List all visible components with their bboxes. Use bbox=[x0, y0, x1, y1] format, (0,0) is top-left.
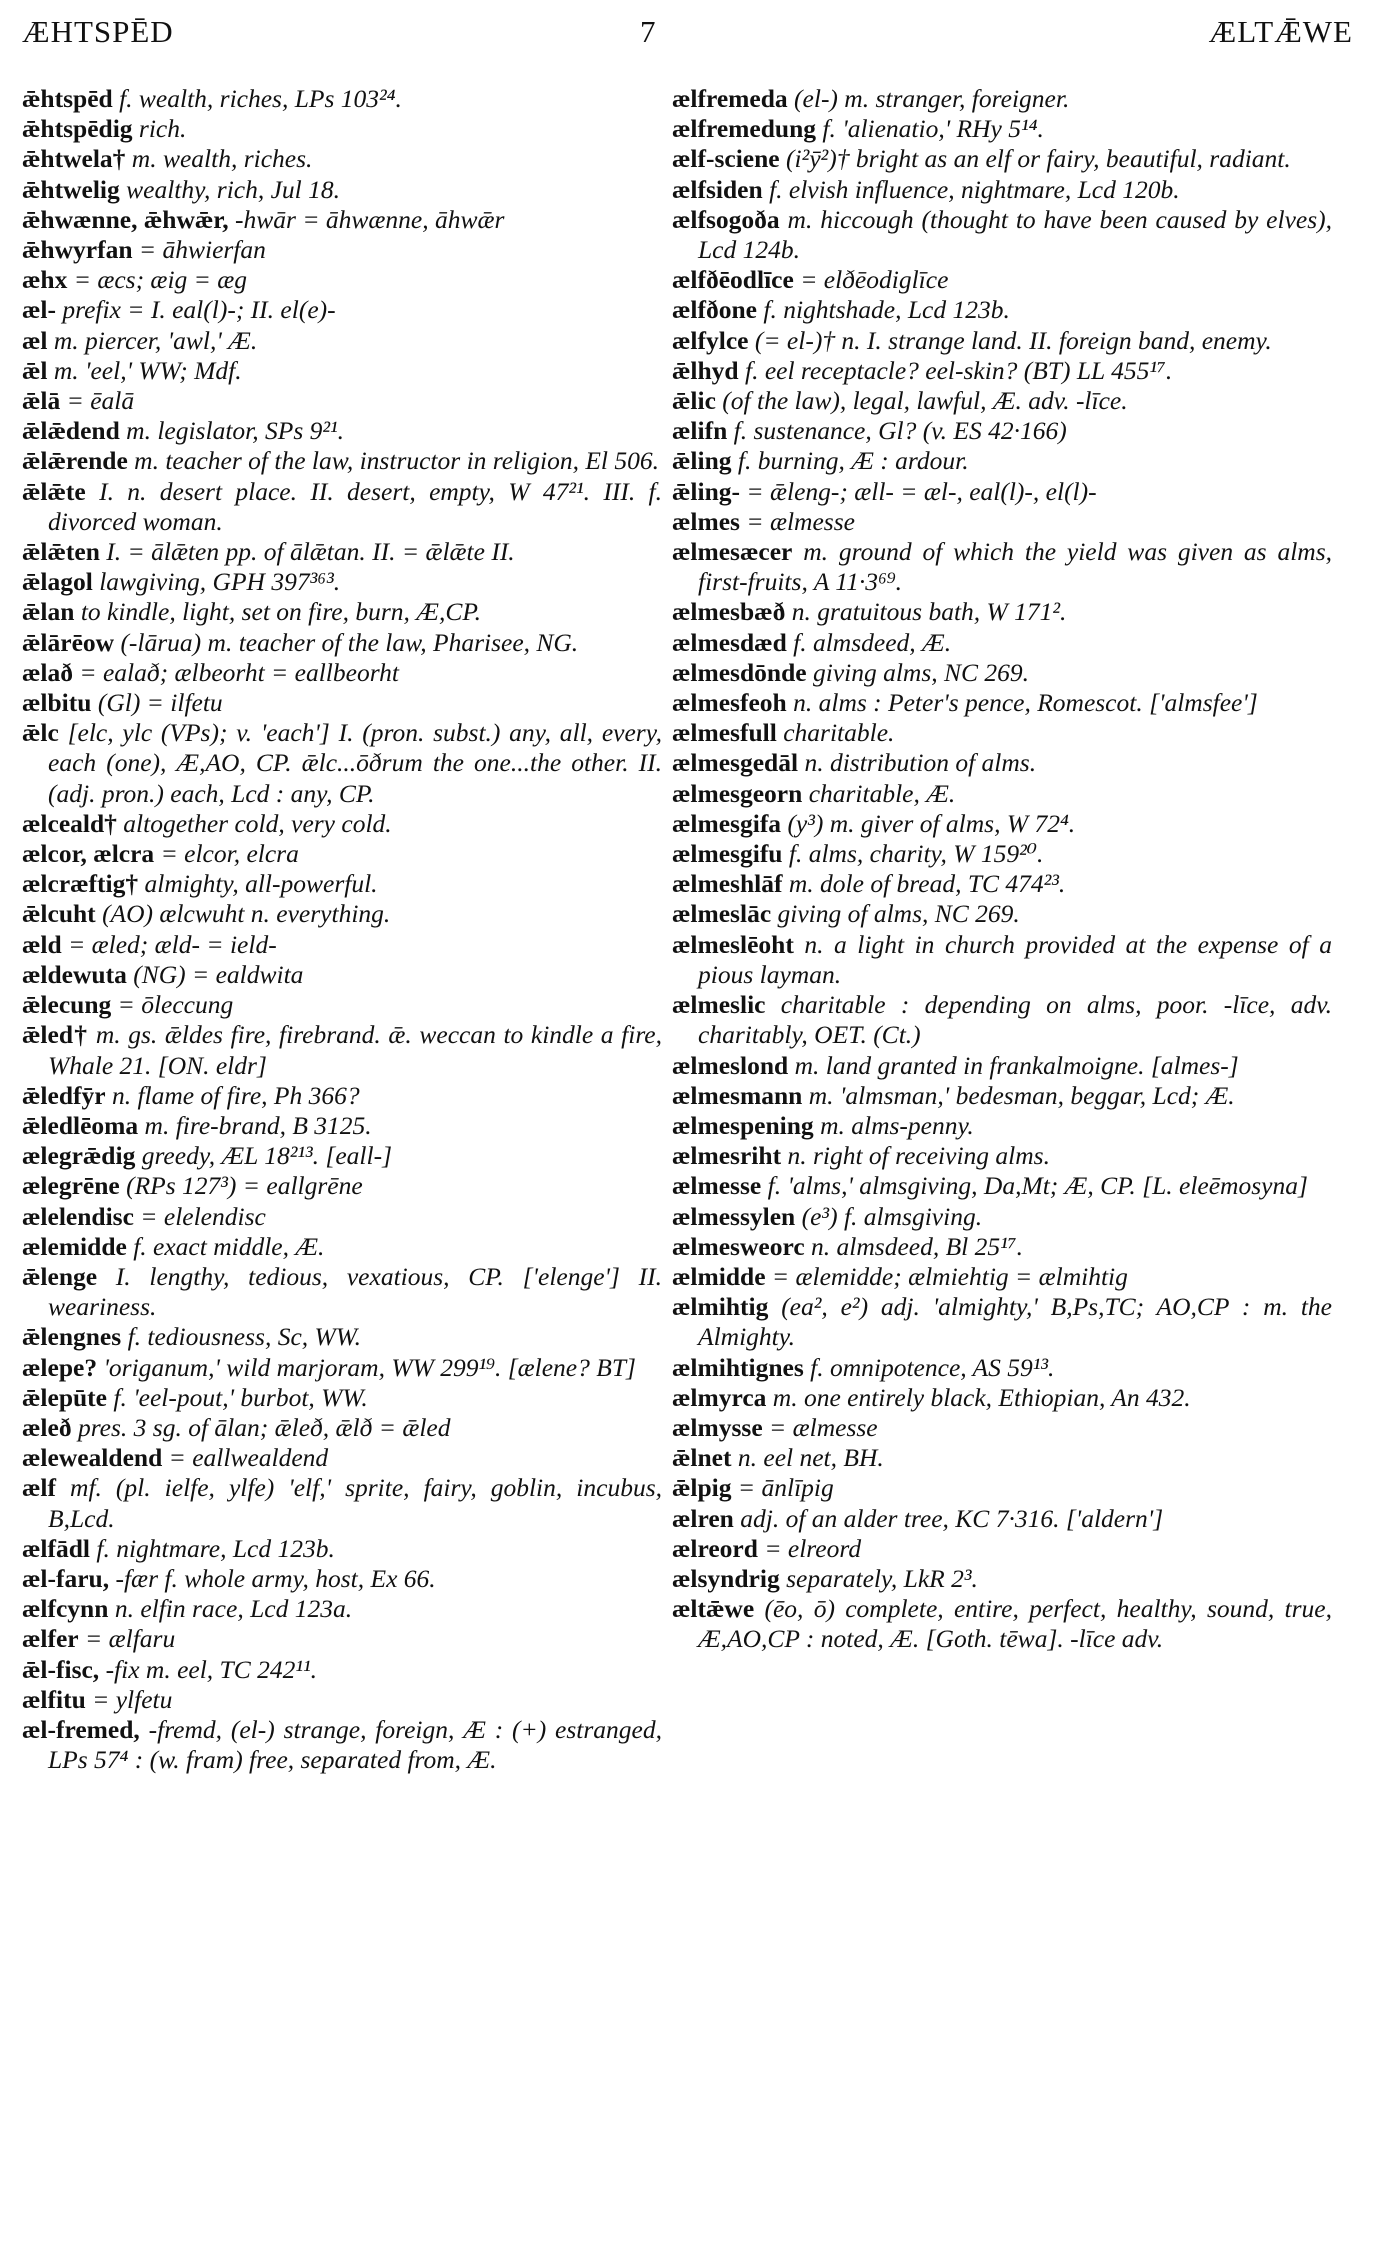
dictionary-entry bbox=[22, 688, 662, 718]
entry-headword: ǣl-fisc, bbox=[22, 1654, 100, 1684]
entry-definition: n. elfin race, Lcd 123a. bbox=[114, 1594, 353, 1624]
dictionary-entry bbox=[672, 990, 1332, 1050]
entry-definition: f. burning, Æ : ardour. bbox=[737, 446, 969, 476]
entry-definition: altogether cold, very cold. bbox=[123, 808, 392, 838]
entry-headword: ælmeslic bbox=[672, 990, 766, 1020]
entry-definition: I. n. desert place. II. desert, empty, W 47²¹. III. f. divorced woman. bbox=[48, 476, 663, 536]
entry-headword: ǣlecung bbox=[22, 990, 112, 1020]
entry-headword: ælreord bbox=[672, 1533, 758, 1563]
entry-definition: giving alms, NC 269. bbox=[812, 657, 1030, 687]
dictionary-entry bbox=[672, 628, 1332, 658]
entry-headword: ǣlhyd bbox=[672, 355, 739, 385]
entry-headword: ælf-sciene bbox=[672, 144, 780, 174]
entry-definition: [elc, ylc (VPs); v. 'each'] I. (pron. subst.) any, all, every, each (one), Æ,AO, CP. ǣlc...ōðrum the one...the other. II. (adj. pron.) each, Lcd : any, CP. bbox=[48, 718, 662, 808]
entry-headword: æl-fremed, bbox=[22, 1714, 140, 1744]
entry-headword: ælmesgifu bbox=[672, 839, 783, 869]
entry-definition: m. 'almsman,' bedesman, beggar, Lcd; Æ. bbox=[808, 1080, 1235, 1110]
entry-headword: ǣhtwelig bbox=[22, 174, 120, 204]
entry-headword: ælfsogoða bbox=[672, 204, 780, 234]
dictionary-entry bbox=[22, 1262, 662, 1322]
dictionary-entry bbox=[22, 869, 662, 899]
entry-headword: ælmeslēoht bbox=[672, 929, 794, 959]
entry-definition: n. right of receiving alms. bbox=[787, 1141, 1050, 1171]
entry-headword: ælifn bbox=[672, 416, 728, 446]
dictionary-entry bbox=[22, 1564, 662, 1594]
entry-definition: f. 'alienatio,' RHy 5¹⁴. bbox=[822, 114, 1044, 144]
entry-definition: m. piercer, 'awl,' Æ. bbox=[53, 325, 258, 355]
entry-definition: f. tediousness, Sc, WW. bbox=[127, 1322, 362, 1352]
entry-headword: ælmesgifa bbox=[672, 808, 782, 838]
entry-definition: (= el-)† n. I. strange land. II. foreign band, enemy. bbox=[754, 325, 1272, 355]
dictionary-entry bbox=[672, 295, 1332, 325]
dictionary-entry bbox=[22, 1383, 662, 1413]
entry-definition: = ōleccung bbox=[117, 990, 234, 1020]
entry-definition: n. gratuitous bath, W 171². bbox=[791, 597, 1067, 627]
entry-headword: ælmespening bbox=[672, 1110, 814, 1140]
entry-definition: charitable : depending on alms, poor. -līce, adv. charitably, OET. (Ct.) bbox=[698, 990, 1332, 1050]
entry-definition: greedy, ÆL 18²¹³. [eall-] bbox=[141, 1141, 393, 1171]
entry-definition: charitable, Æ. bbox=[808, 778, 956, 808]
entry-definition: = æled; æld- = ield- bbox=[68, 929, 277, 959]
entry-headword: ælcor, ælcra bbox=[22, 839, 155, 869]
dictionary-entry bbox=[672, 809, 1332, 839]
dictionary-entry bbox=[672, 507, 1332, 537]
dictionary-entry bbox=[22, 265, 662, 295]
entry-headword: ælcræftig† bbox=[22, 869, 139, 899]
entry-headword: ǣlc bbox=[22, 718, 59, 748]
entry-definition: m. land granted in frankalmoigne. [almes-] bbox=[794, 1050, 1239, 1080]
dictionary-entry bbox=[22, 597, 662, 627]
entry-definition: m. one entirely black, Ethiopian, An 432. bbox=[772, 1382, 1191, 1412]
entry-definition: = ælmesse bbox=[746, 506, 855, 536]
entry-definition: n. almsdeed, Bl 25¹⁷. bbox=[811, 1231, 1024, 1261]
entry-headword: ǣlepūte bbox=[22, 1382, 107, 1412]
dictionary-entry bbox=[672, 1473, 1332, 1503]
entry-definition: (-lārua) m. teacher of the law, Pharisee, NG. bbox=[120, 627, 579, 657]
dictionary-entry bbox=[22, 899, 662, 929]
dictionary-entry bbox=[672, 356, 1332, 386]
dictionary-entry bbox=[672, 1111, 1332, 1141]
dictionary-entry bbox=[22, 1081, 662, 1111]
entry-definition: m. fire-brand, B 3125. bbox=[144, 1110, 372, 1140]
dictionary-entry bbox=[672, 1141, 1332, 1171]
entry-headword: ælf bbox=[22, 1473, 56, 1503]
dictionary-entry bbox=[22, 1141, 662, 1171]
entry-headword: ælepe? bbox=[22, 1352, 98, 1382]
entry-headword: ælmesse bbox=[672, 1171, 762, 1201]
dictionary-entry bbox=[672, 1383, 1332, 1413]
dictionary-entry bbox=[672, 1594, 1332, 1654]
entry-definition: (el-) m. stranger, foreigner. bbox=[794, 84, 1070, 113]
entry-definition: = ælmesse bbox=[769, 1412, 878, 1442]
entry-headword: ǣlan bbox=[22, 597, 75, 627]
dictionary-entry bbox=[22, 386, 662, 416]
page-number: 7 bbox=[640, 14, 656, 49]
entry-headword: ælmesfull bbox=[672, 718, 777, 748]
entry-definition: m. 'eel,' WW; Mdf. bbox=[53, 355, 242, 385]
dictionary-entry bbox=[22, 144, 662, 174]
dictionary-entry bbox=[672, 386, 1332, 416]
entry-definition: = ēalā bbox=[66, 386, 135, 416]
entry-definition: f. exact middle, Æ. bbox=[133, 1231, 325, 1261]
entry-headword: ælfremeda bbox=[672, 84, 788, 113]
entry-definition: n. alms : Peter's pence, Romescot. ['almsfee'] bbox=[793, 688, 1258, 718]
entry-headword: ǣhtwela† bbox=[22, 144, 126, 174]
dictionary-entry bbox=[22, 1322, 662, 1352]
right-column bbox=[672, 84, 1332, 1655]
entry-definition: = ælemidde; ælmiehtig = ælmihtig bbox=[771, 1261, 1128, 1291]
entry-headword: ælmessylen bbox=[672, 1201, 796, 1231]
entry-definition: m. ground of which the yield was given as alms, first-fruits, A 11·3⁶⁹. bbox=[698, 537, 1332, 597]
dictionary-entry bbox=[22, 537, 662, 567]
dictionary-entry bbox=[672, 265, 1332, 295]
dictionary-entry bbox=[22, 326, 662, 356]
entry-headword: ælmihtig bbox=[672, 1292, 769, 1322]
dictionary-entry bbox=[22, 356, 662, 386]
entry-headword: ælað bbox=[22, 657, 73, 687]
entry-definition: f. almsdeed, Æ. bbox=[793, 627, 952, 657]
entry-headword: æleð bbox=[22, 1412, 72, 1442]
dictionary-entry bbox=[672, 326, 1332, 356]
entry-headword: ælceald† bbox=[22, 808, 117, 838]
entry-headword: ælmesbæð bbox=[672, 597, 786, 627]
entry-headword: ælelendisc bbox=[22, 1201, 134, 1231]
entry-definition: f. nightmare, Lcd 123b. bbox=[96, 1533, 335, 1563]
entry-definition: (of the law), legal, lawful, Æ. adv. -līce. bbox=[722, 386, 1128, 416]
entry-definition: mf. (pl. ielfe, ylfe) 'elf,' sprite, fairy, goblin, incubus, B,Lcd. bbox=[48, 1473, 662, 1533]
entry-definition: (y³) m. giver of alms, W 72⁴. bbox=[787, 808, 1076, 838]
entry-headword: ǣled† bbox=[22, 1020, 89, 1050]
entry-headword: ǣling bbox=[672, 446, 732, 476]
entry-headword: ælmesmann bbox=[672, 1080, 803, 1110]
dictionary-entry bbox=[672, 779, 1332, 809]
entry-definition: prefix = I. eal(l)-; II. el(e)- bbox=[62, 295, 336, 325]
entry-definition: f. nightshade, Lcd 123b. bbox=[763, 295, 1010, 325]
dictionary-entry bbox=[22, 1473, 662, 1533]
entry-headword: ælbitu bbox=[22, 688, 92, 718]
entry-definition: f. sustenance, Gl? (v. ES 42·166) bbox=[733, 416, 1067, 446]
entry-headword: æhx bbox=[22, 265, 68, 295]
entry-headword: ǣlcuht bbox=[22, 899, 96, 929]
dictionary-entry bbox=[22, 718, 662, 809]
dictionary-entry bbox=[672, 144, 1332, 174]
entry-definition: (ēo, ō) complete, entire, perfect, healthy, sound, true, Æ,AO,CP : noted, Æ. [Goth. tēwa]. -līce adv. bbox=[698, 1594, 1333, 1654]
dictionary-entry bbox=[22, 1655, 662, 1685]
entry-definition: m. legislator, SPs 9²¹. bbox=[126, 416, 345, 446]
dictionary-entry bbox=[22, 990, 662, 1020]
entry-definition: n. a light in church provided at the expense of a pious layman. bbox=[698, 929, 1333, 989]
entry-definition: = elðēodiglīce bbox=[800, 265, 949, 295]
entry-definition: = ealað; ælbeorht = eallbeorht bbox=[79, 657, 399, 687]
entry-definition: pres. 3 sg. of ālan; ǣleð, ǣlð = ǣled bbox=[77, 1412, 451, 1442]
entry-definition: -fremd, (el-) strange, foreign, Æ : (+) estranged, LPs 57⁴ : (w. fram) free, separated from, Æ. bbox=[48, 1714, 663, 1775]
entry-headword: ǣlic bbox=[672, 386, 716, 416]
dictionary-entry bbox=[672, 1443, 1332, 1473]
entry-definition: wealthy, rich, Jul 18. bbox=[126, 174, 341, 204]
dictionary-entry bbox=[22, 175, 662, 205]
entry-definition: = ælfaru bbox=[85, 1624, 176, 1654]
entry-headword: ǣlārēow bbox=[22, 627, 115, 657]
entry-definition: = ylfetu bbox=[92, 1684, 173, 1714]
entry-definition: -fix m. eel, TC 242¹¹. bbox=[105, 1654, 318, 1684]
entry-definition: f. alms, charity, W 159²⁰. bbox=[788, 839, 1044, 869]
entry-headword: ælmesfeoh bbox=[672, 688, 787, 718]
dictionary-entry bbox=[672, 899, 1332, 929]
entry-headword: ǣledlēoma bbox=[22, 1110, 139, 1140]
entry-definition: I. lengthy, tedious, vexatious, CP. ['elenge'] II. weariness. bbox=[48, 1261, 662, 1322]
entry-definition: = elcor, elcra bbox=[160, 839, 299, 869]
dictionary-entry bbox=[22, 416, 662, 446]
entry-definition: f. wealth, riches, LPs 103²⁴. bbox=[119, 84, 402, 113]
entry-headword: ælmidde bbox=[672, 1261, 766, 1291]
dictionary-entry bbox=[672, 446, 1332, 476]
entry-headword: ǣlā bbox=[22, 386, 61, 416]
entry-definition: = ānlīpig bbox=[737, 1473, 834, 1503]
dictionary-entry bbox=[22, 295, 662, 325]
dictionary-entry bbox=[672, 839, 1332, 869]
dictionary-entry bbox=[22, 567, 662, 597]
entry-definition: f. eel receptacle? eel-skin? (BT) LL 455¹⁷. bbox=[745, 355, 1173, 385]
entry-headword: ǣl bbox=[22, 355, 48, 385]
dictionary-entry bbox=[22, 1020, 662, 1080]
entry-definition: charitable. bbox=[783, 718, 895, 748]
entry-headword: ǣlnet bbox=[672, 1443, 732, 1473]
entry-headword: ǣlǣten bbox=[22, 537, 100, 567]
left-column bbox=[22, 84, 662, 1775]
entry-headword: æl- bbox=[22, 295, 56, 325]
entry-headword: ældewuta bbox=[22, 959, 127, 989]
dictionary-entry bbox=[672, 1171, 1332, 1201]
dictionary-entry bbox=[672, 1534, 1332, 1564]
entry-headword: ælmesdæd bbox=[672, 627, 787, 657]
dictionary-entry bbox=[22, 1353, 662, 1383]
dictionary-entry bbox=[672, 477, 1332, 507]
entry-definition: = āhwierfan bbox=[138, 235, 266, 265]
dictionary-entry bbox=[672, 537, 1332, 597]
entry-headword: ǣhwænne, ǣhwǣr, bbox=[22, 204, 229, 234]
dictionary-entry bbox=[672, 1051, 1332, 1081]
entry-definition: = elelendisc bbox=[140, 1201, 266, 1231]
entry-headword: ǣlǣrende bbox=[22, 446, 128, 476]
entry-definition: f. 'alms,' almsgiving, Da,Mt; Æ, CP. [L. eleēmosyna] bbox=[767, 1171, 1308, 1201]
entry-headword: ælmeslāc bbox=[672, 899, 772, 929]
running-head bbox=[0, 8, 1379, 58]
entry-headword: ǣhtspēdig bbox=[22, 114, 133, 144]
entry-definition: = ǣleng-; æll- = æl-, eal(l)-, el(l)- bbox=[746, 476, 1097, 506]
dictionary-entry bbox=[22, 1202, 662, 1232]
dictionary-entry bbox=[672, 1081, 1332, 1111]
entry-definition: m. teacher of the law, instructor in religion, El 506. bbox=[134, 446, 659, 476]
entry-headword: ælfsiden bbox=[672, 174, 763, 204]
entry-headword: ælfðone bbox=[672, 295, 757, 325]
entry-headword: ælfer bbox=[22, 1624, 79, 1654]
entry-headword: ælmesæcer bbox=[672, 537, 793, 567]
entry-definition: giving of alms, NC 269. bbox=[777, 899, 1020, 929]
dictionary-entry bbox=[22, 84, 662, 114]
entry-headword: ælfādl bbox=[22, 1533, 91, 1563]
dictionary-entry bbox=[672, 930, 1332, 990]
dictionary-entry bbox=[672, 869, 1332, 899]
entry-headword: ælmihtignes bbox=[672, 1352, 804, 1382]
entry-headword: ælemidde bbox=[22, 1231, 127, 1261]
entry-definition: I. = ālǣten pp. of ālǣtan. II. = ǣlǣte II. bbox=[106, 537, 515, 567]
entry-definition: = eallwealdend bbox=[168, 1443, 329, 1473]
dictionary-entry bbox=[672, 597, 1332, 627]
entry-definition: (RPs 127³) = eallgrēne bbox=[126, 1171, 363, 1201]
dictionary-entry bbox=[672, 718, 1332, 748]
entry-headword: ǣhwyrfan bbox=[22, 235, 133, 265]
dictionary-entry bbox=[22, 809, 662, 839]
dictionary-entry bbox=[22, 477, 662, 537]
entry-definition: f. omnipotence, AS 59¹³. bbox=[810, 1352, 1055, 1382]
dictionary-entry bbox=[22, 1413, 662, 1443]
dictionary-entry bbox=[22, 1534, 662, 1564]
entry-definition: = æcs; æig = æg bbox=[73, 265, 247, 295]
dictionary-entry bbox=[672, 1292, 1332, 1352]
entry-headword: ǣlengnes bbox=[22, 1322, 122, 1352]
entry-headword: ælfitu bbox=[22, 1684, 86, 1714]
entry-definition: to kindle, light, set on fire, burn, Æ,CP. bbox=[80, 597, 482, 627]
entry-headword: ǣledfȳr bbox=[22, 1080, 106, 1110]
dictionary-entry bbox=[22, 628, 662, 658]
dictionary-entry bbox=[672, 688, 1332, 718]
dictionary-entry bbox=[22, 205, 662, 235]
entry-definition: m. gs. ǣldes fire, firebrand. ǣ. weccan to kindle a fire, Whale 21. [ON. eldr] bbox=[48, 1020, 663, 1080]
dictionary-entry bbox=[672, 1413, 1332, 1443]
entry-definition: m. wealth, riches. bbox=[131, 144, 313, 174]
dictionary-entry bbox=[22, 960, 662, 990]
dictionary-entry bbox=[22, 930, 662, 960]
dictionary-entry bbox=[22, 1685, 662, 1715]
entry-headword: ælmysse bbox=[672, 1412, 763, 1442]
entry-headword: ǣlenge bbox=[22, 1261, 98, 1291]
dictionary-entry bbox=[672, 84, 1332, 114]
entry-headword: ǣlagol bbox=[22, 567, 93, 597]
entry-definition: -hwār = āhwænne, āhwǣr bbox=[235, 204, 505, 234]
entry-definition: n. eel net, BH. bbox=[737, 1443, 884, 1473]
entry-headword: ælmeshlāf bbox=[672, 869, 783, 899]
entry-definition: m. dole of bread, TC 474²³. bbox=[788, 869, 1066, 899]
entry-headword: ælmesgedāl bbox=[672, 748, 799, 778]
dictionary-entry bbox=[22, 1232, 662, 1262]
entry-headword: æl-faru, bbox=[22, 1563, 110, 1593]
entry-definition: 'origanum,' wild marjoram, WW 299¹⁹. [ælene? BT] bbox=[103, 1352, 636, 1382]
entry-definition: (NG) = ealdwita bbox=[133, 959, 304, 989]
entry-definition: (e³) f. almsgiving. bbox=[801, 1201, 983, 1231]
dictionary-entry bbox=[672, 748, 1332, 778]
entry-definition: lawgiving, GPH 397³⁶³. bbox=[99, 567, 341, 597]
entry-headword: ælmesriht bbox=[672, 1141, 782, 1171]
dictionary-entry bbox=[672, 416, 1332, 446]
first-headword: ÆHTSPĒD bbox=[22, 14, 174, 49]
entry-definition: f. elvish influence, nightmare, Lcd 120b. bbox=[769, 174, 1180, 204]
dictionary-entry bbox=[22, 1624, 662, 1654]
dictionary-entry bbox=[672, 1262, 1332, 1292]
entry-headword: ælmesgeorn bbox=[672, 778, 803, 808]
dictionary-entry bbox=[22, 446, 662, 476]
entry-definition: f. 'eel-pout,' burbot, WW. bbox=[113, 1382, 368, 1412]
dictionary-entry bbox=[22, 114, 662, 144]
entry-definition: (ea², e²) adj. 'almighty,' B,Ps,TC; AO,CP : m. the Almighty. bbox=[698, 1292, 1332, 1352]
dictionary-entry bbox=[22, 1715, 662, 1775]
entry-headword: ǣlǣte bbox=[22, 476, 86, 506]
entry-definition: n. flame of fire, Ph 366? bbox=[111, 1080, 360, 1110]
entry-headword: ælfðēodlīce bbox=[672, 265, 794, 295]
dictionary-entry bbox=[672, 1202, 1332, 1232]
entry-headword: ǣhtspēd bbox=[22, 84, 113, 113]
entry-headword: ælfcynn bbox=[22, 1594, 109, 1624]
entry-headword: ælegrǣdig bbox=[22, 1141, 136, 1171]
dictionary-entry bbox=[22, 1171, 662, 1201]
entry-headword: æld bbox=[22, 929, 62, 959]
dictionary-entry bbox=[22, 1594, 662, 1624]
dictionary-entry bbox=[22, 235, 662, 265]
entry-headword: ǣlpig bbox=[672, 1473, 732, 1503]
entry-definition: adj. of an alder tree, KC 7·316. ['aldern'] bbox=[740, 1503, 1164, 1533]
entry-headword: ælren bbox=[672, 1503, 734, 1533]
entry-headword: ælewealdend bbox=[22, 1443, 163, 1473]
entry-headword: ælfremedung bbox=[672, 114, 817, 144]
entry-headword: ælmeslond bbox=[672, 1050, 789, 1080]
dictionary-entry bbox=[672, 205, 1332, 265]
entry-definition: rich. bbox=[138, 114, 187, 144]
entry-headword: æl bbox=[22, 325, 48, 355]
dictionary-entry bbox=[672, 175, 1332, 205]
dictionary-entry bbox=[672, 1564, 1332, 1594]
entry-definition: n. distribution of alms. bbox=[804, 748, 1037, 778]
dictionary-entry bbox=[672, 1232, 1332, 1262]
dictionary-entry bbox=[22, 658, 662, 688]
entry-definition: (Gl) = ilfetu bbox=[97, 688, 223, 718]
dictionary-entry bbox=[672, 114, 1332, 144]
entry-headword: ælsyndrig bbox=[672, 1563, 780, 1593]
dictionary-entry bbox=[672, 658, 1332, 688]
dictionary-entry bbox=[672, 1504, 1332, 1534]
entry-headword: ælmyrca bbox=[672, 1382, 767, 1412]
entry-headword: ǣling- bbox=[672, 476, 741, 506]
entry-definition: = elreord bbox=[764, 1533, 862, 1563]
entry-headword: ælmesweorc bbox=[672, 1231, 805, 1261]
entry-definition: (i²ȳ²)† bright as an elf or fairy, beautiful, radiant. bbox=[786, 144, 1291, 174]
dictionary-entry bbox=[22, 1111, 662, 1141]
entry-headword: ælfylce bbox=[672, 325, 749, 355]
entry-definition: separately, LkR 2³. bbox=[786, 1563, 978, 1593]
entry-definition: almighty, all-powerful. bbox=[144, 869, 378, 899]
dictionary-entry bbox=[22, 839, 662, 869]
entry-definition: m. hiccough (thought to have been caused by elves), Lcd 124b. bbox=[698, 204, 1332, 265]
entry-definition: (AO) ælcwuht n. everything. bbox=[102, 899, 391, 929]
entry-headword: æltǣwe bbox=[672, 1594, 755, 1624]
dictionary-entry bbox=[672, 1353, 1332, 1383]
dictionary-entry bbox=[22, 1443, 662, 1473]
last-headword: ÆLTǢWE bbox=[1208, 14, 1353, 49]
entry-headword: ǣlǣdend bbox=[22, 416, 120, 446]
entry-headword: ælmes bbox=[672, 506, 740, 536]
entry-definition: m. alms-penny. bbox=[820, 1110, 974, 1140]
entry-headword: ælegrēne bbox=[22, 1171, 120, 1201]
entry-definition: -fær f. whole army, host, Ex 66. bbox=[115, 1563, 436, 1593]
entry-headword: ælmesdōnde bbox=[672, 657, 807, 687]
